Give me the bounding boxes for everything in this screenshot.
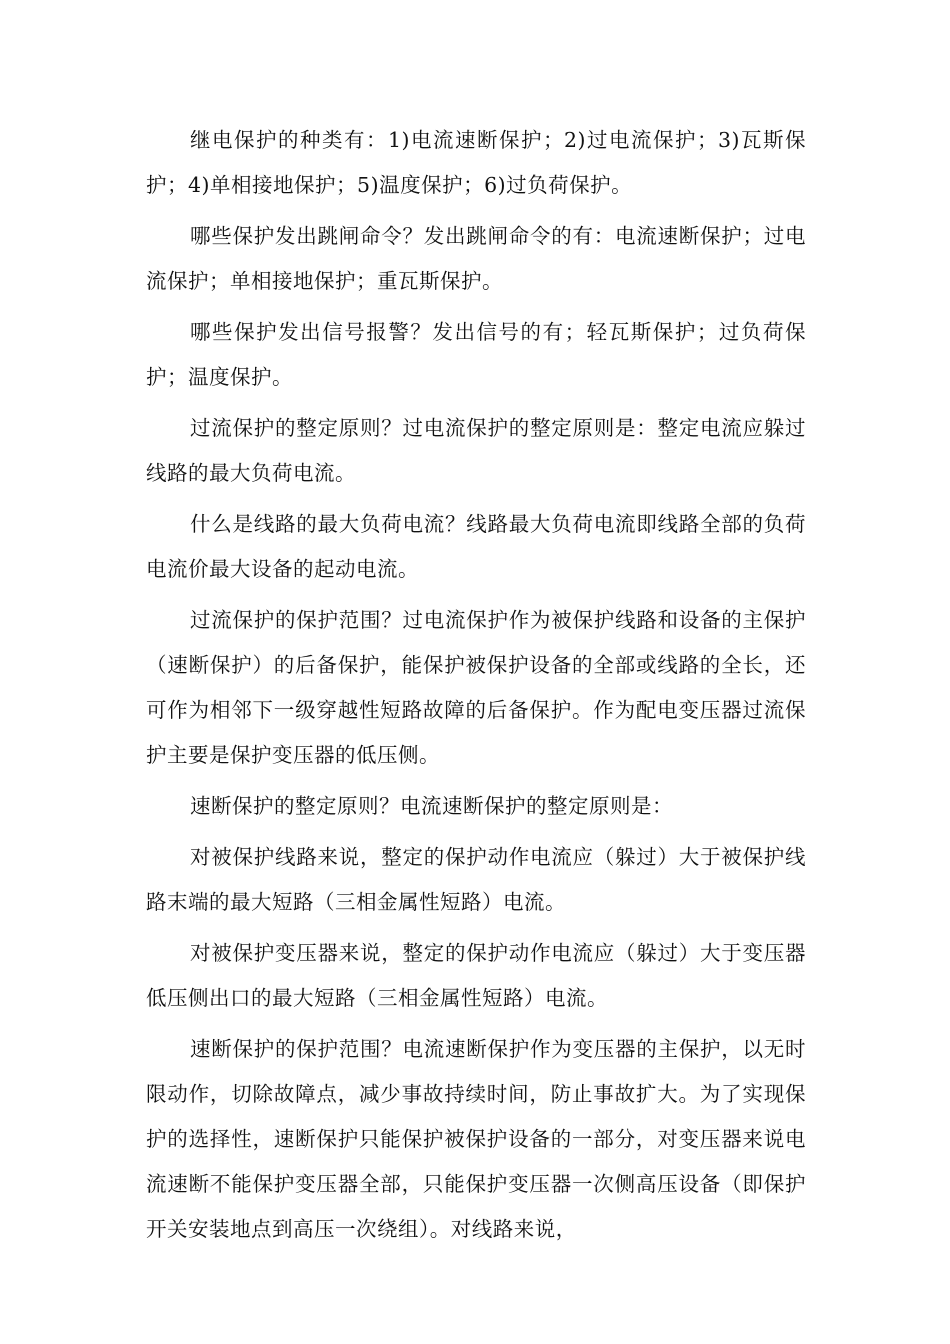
paragraph-overcurrent-range: 过流保护的保护范围？过电流保护作为被保护线路和设备的主保护（速断保护）的后备保护，能保护被保护设备的全部或线路的全长，还可作为相邻下一级穿越性短路故障的后备保护。作为配电变压器过流保护主要是保护变压器的低压侧。 — [146, 608, 806, 767]
paragraph-overcurrent-setting: 过流保护的整定原则？过电流保护的整定原则是：整定电流应躲过线路的最大负荷电流。 — [146, 416, 806, 485]
paragraph-signal-alarm: 哪些保护发出信号报警？发出信号的有；轻瓦斯保护；过负荷保护；温度保护。 — [146, 320, 806, 389]
paragraph-quickbreak-range: 速断保护的保护范围？电流速断保护作为变压器的主保护，以无时限动作，切除故障点，减少事故持续时间，防止事故扩大。为了实现保护的选择性，速断保护只能保护被保护设备的一部分，对变压器来说电流速断不能保护变压器全部，只能保护变压器一次侧高压设备（即保护开关安装地点到高压一次绕组）。对线路来说， — [146, 1037, 806, 1241]
paragraph-line-setting: 对被保护线路来说，整定的保护动作电流应（躲过）大于被保护线路末端的最大短路（三相金属性短路）电流。 — [146, 845, 806, 914]
paragraph-trip-command: 哪些保护发出跳闸命令？发出跳闸命令的有：电流速断保护；过电流保护；单相接地保护；重瓦斯保护。 — [146, 224, 806, 293]
document-body — [146, 118, 806, 1258]
paragraph-max-load-current: 什么是线路的最大负荷电流？线路最大负荷电流即线路全部的负荷电流价最大设备的起动电流。 — [146, 512, 806, 581]
paragraph-quickbreak-setting: 速断保护的整定原则？电流速断保护的整定原则是： — [190, 794, 673, 818]
paragraph-protection-types: 继电保护的种类有：1)电流速断保护；2)过电流保护；3)瓦斯保护；4)单相接地保护；5)温度保护；6)过负荷保护。 — [146, 128, 806, 197]
paragraph-transformer-setting: 对被保护变压器来说，整定的保护动作电流应（躲过）大于变压器低压侧出口的最大短路（三相金属性短路）电流。 — [146, 941, 806, 1010]
